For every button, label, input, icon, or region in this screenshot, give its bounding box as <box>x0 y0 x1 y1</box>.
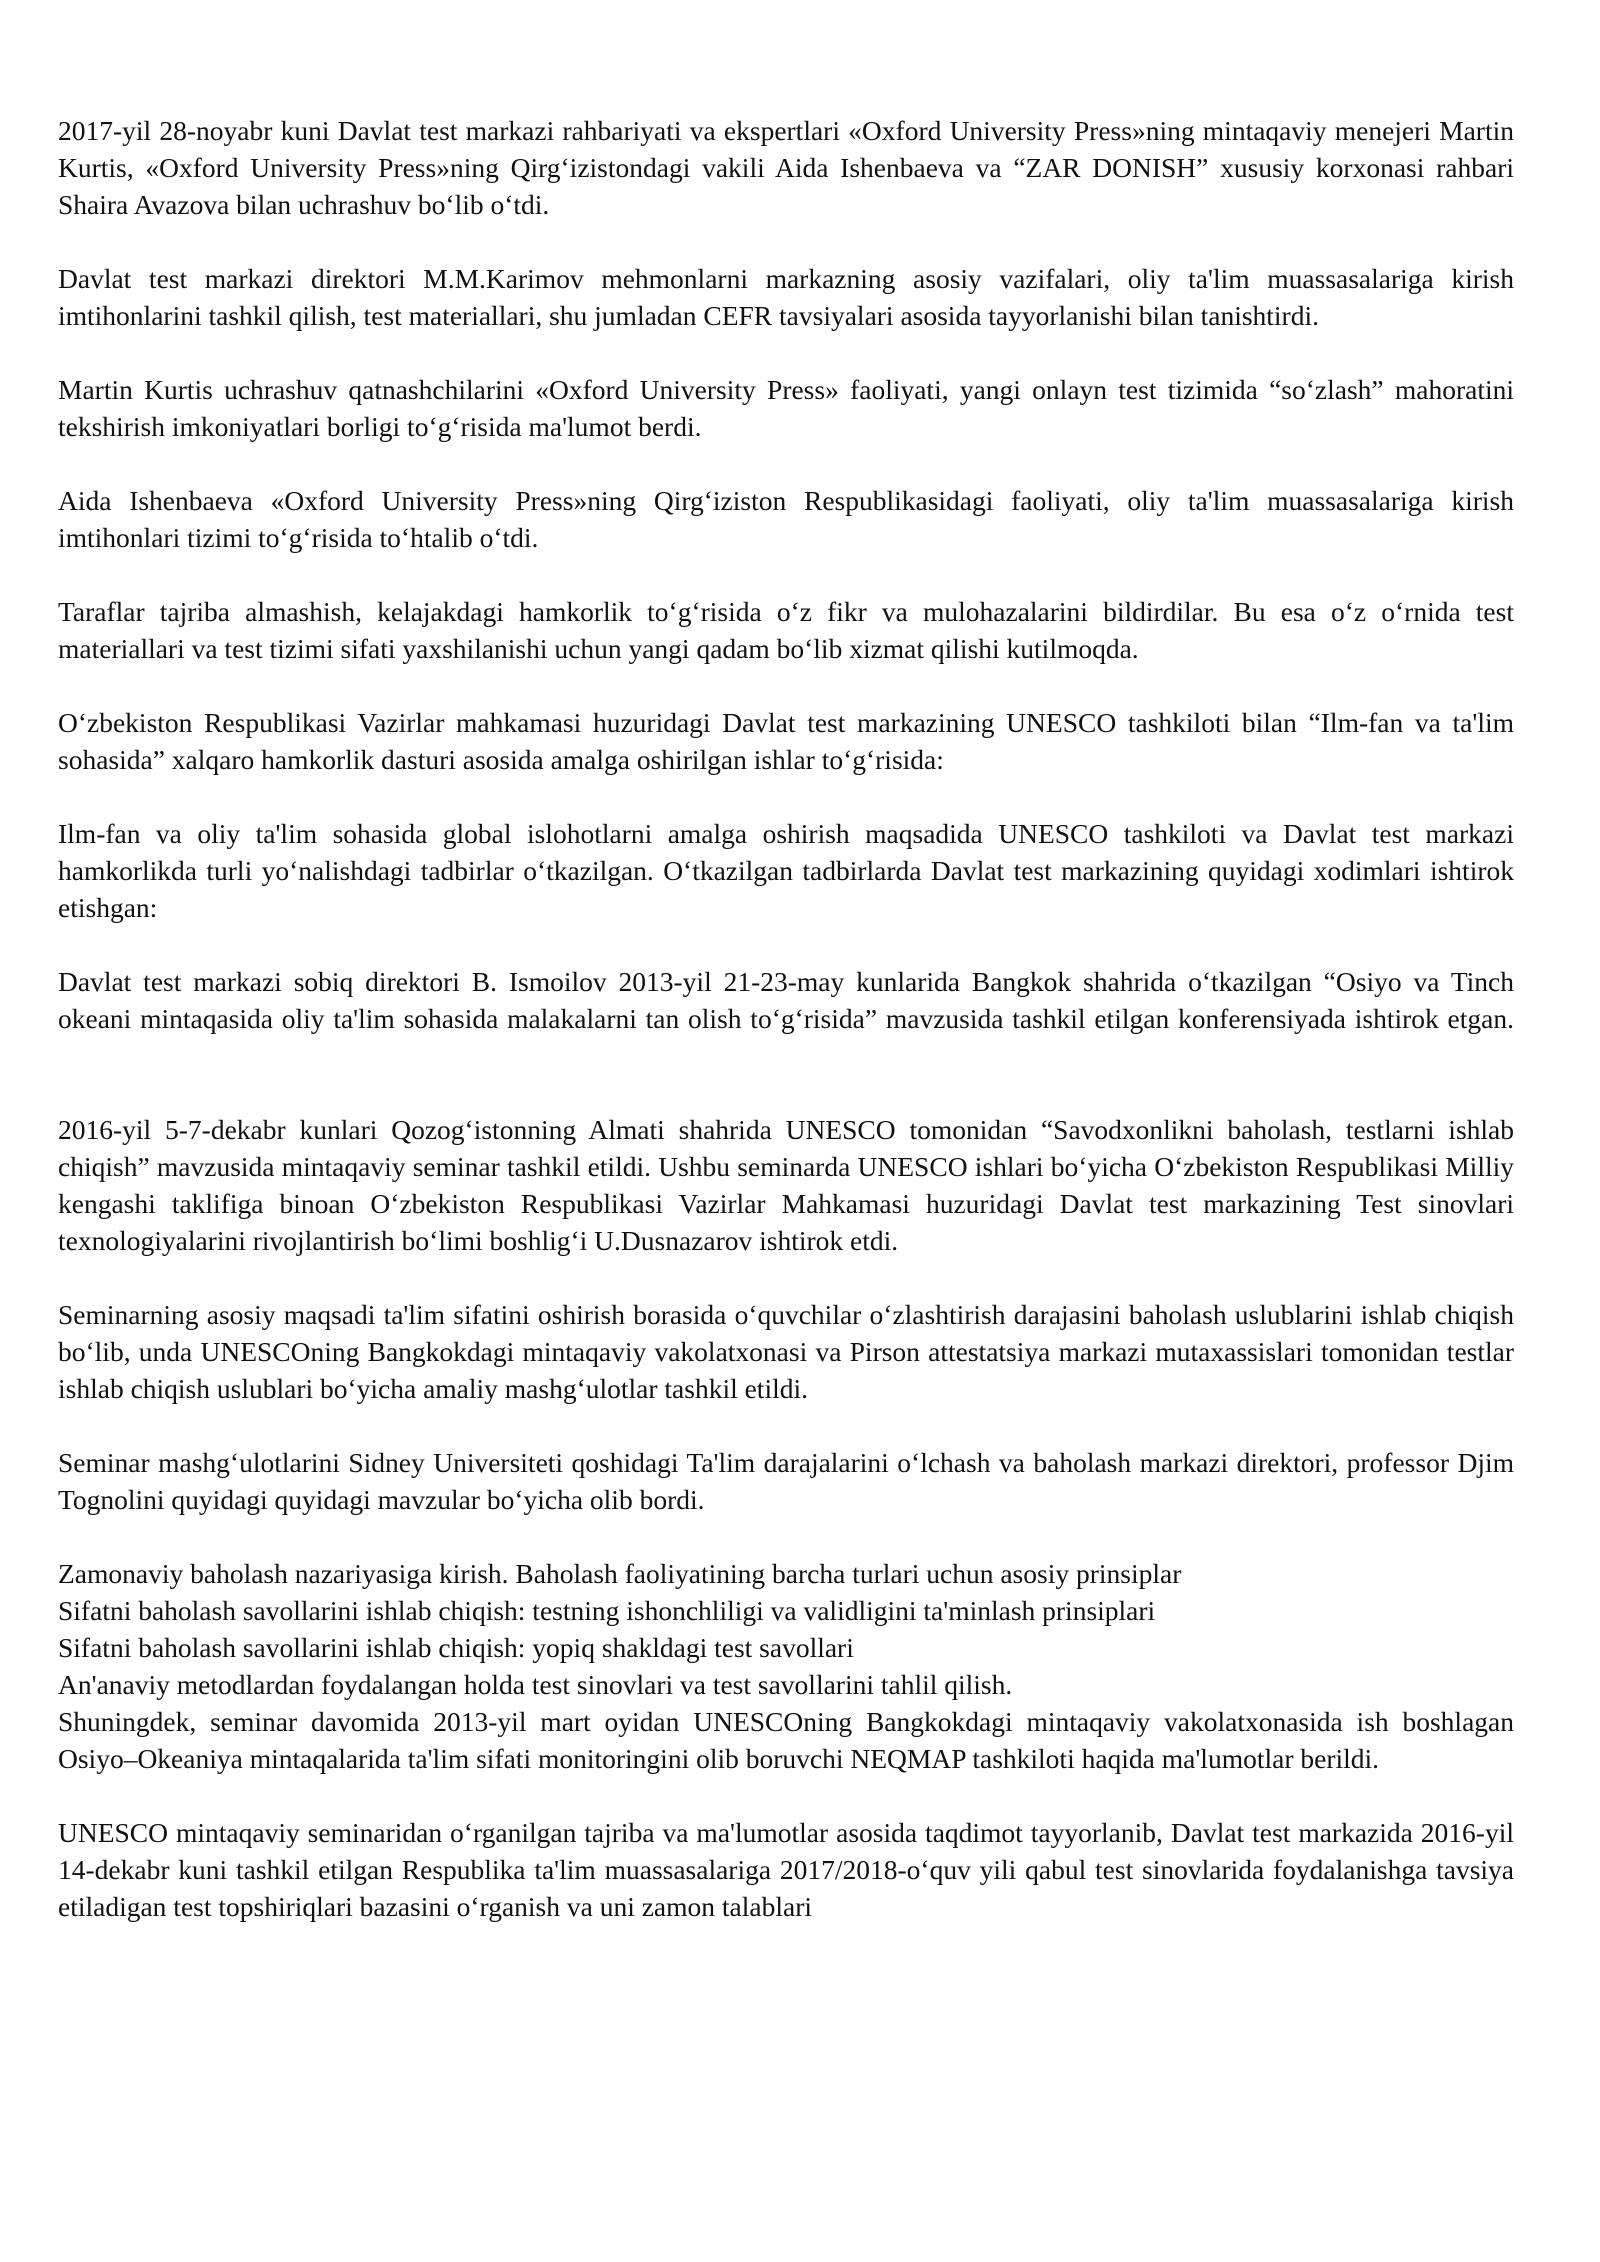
paragraph-almaty-seminar: 2016-yil 5-7-dekabr kunlari Qozog‘istonning Almati shahrida UNESCO tomonidan “Savodxonlikni baholash, testlarni ishlab chiqish” mavzusida mintaqaviy seminar tashkil etildi. Ushbu seminarda UNESCO ishlari bo‘yicha O‘zbekiston Respublikasi Milliy kengashi taklifiga binoan O‘zbekiston Respublikasi Vazirlar Mahkamasi huzuridagi Davlat test markazining Test sinovlari texnologiyalarini rivojlantirish bo‘limi boshlig‘i U.Dusnazarov ishtirok etdi. <box>58 1114 1514 1256</box>
list-item: Sifatni baholash savollarini ishlab chiqish: testning ishonchliligi va validligini ta'minlash prinsiplari <box>58 1595 1156 1626</box>
paragraph-aida-ishenbaeva: Aida Ishenbaeva «Oxford University Press»ning Qirg‘iziston Respublikasidagi faoliyati, oliy ta'lim muassasalariga kirish imtihonlari tizimi to‘g‘risida to‘htalib o‘tdi. <box>58 485 1514 553</box>
paragraph-meeting-intro: 2017-yil 28-noyabr kuni Davlat test markazi rahbariyati va ekspertlari «Oxford University Press»ning mintaqaviy menejeri Martin Kurtis, «Oxford University Press»ning Qirg‘izistondagi vakili Aida Ishenbaeva va “ZAR DONISH” xususiy korxonasi rahbari Shaira Avazova bilan uchrashuv bo‘lib o‘tdi. <box>58 115 1514 220</box>
paragraph-martin-kurtis: Martin Kurtis uchrashuv qatnashchilarini «Oxford University Press» faoliyati, yangi onlayn test tizimida “so‘zlash” mahoratini tekshirish imkoniyatlari borligi to‘g‘risida ma'lumot berdi. <box>58 374 1514 442</box>
paragraph-seminar-lecturer: Seminar mashg‘ulotlarini Sidney Universiteti qoshidagi Ta'lim darajalarini o‘lchash va baholash markazi direktori, professor Djim Tognolini quyidagi quyidagi mavzular bo‘yicha olib bordi. <box>58 1447 1514 1515</box>
list-item: Zamonaviy baholash nazariyasiga kirish. Baholash faoliyatining barcha turlari uchun asosiy prinsiplar <box>58 1558 1182 1589</box>
list-item: An'anaviy metodlardan foydalangan holda test sinovlari va test savollarini tahlil qilish. <box>58 1669 1013 1700</box>
paragraph-final: UNESCO mintaqaviy seminaridan o‘rganilgan tajriba va ma'lumotlar asosida taqdimot tayyorlanib, Davlat test markazida 2016-yil 14-dekabr kuni tashkil etilgan Respublika ta'lim muassasalariga 2017/2018-o‘quv yili qabul test sinovlarida foydalanishga tavsiya etiladigan test topshiriqlari bazasini o‘rganish va uni zamon talablari <box>58 1817 1514 1922</box>
paragraph-global-reforms: Ilm-fan va oliy ta'lim sohasida global islohotlarni amalga oshirish maqsadida UNESCO tashkiloti va Davlat test markazi hamkorlikda turli yo‘nalishdagi tadbirlar o‘tkazilgan. O‘tkazilgan tadbirlarda Davlat test markazining quyidagi xodimlari ishtirok etishgan: <box>58 818 1514 923</box>
list-item: Sifatni baholash savollarini ishlab chiqish: yopiq shakldagi test savollari <box>58 1632 854 1663</box>
seminar-topics-list <box>58 1555 1514 1777</box>
paragraph-neqmap: Shuningdek, seminar davomida 2013-yil mart oyidan UNESCOning Bangkokdagi mintaqaviy vakolatxonasida ish boshlagan Osiyo–Okeaniya mintaqalarida ta'lim sifati monitoringini olib boruvchi NEQMAP tashkiloti haqida ma'lumotlar berildi. <box>58 1706 1514 1774</box>
paragraph-unesco-cooperation-heading: O‘zbekiston Respublikasi Vazirlar mahkamasi huzuridagi Davlat test markazining UNESCO tashkiloti bilan “Ilm-fan va ta'lim sohasida” xalqaro hamkorlik dasturi asosida amalga oshirilgan ishlar to‘g‘risida: <box>58 707 1514 775</box>
paragraph-bangkok-conference: Davlat test markazi sobiq direktori B. Ismoilov 2013-yil 21-23-may kunlarida Bangkok shahrida o‘tkazilgan “Osiyo va Tinch okeani mintaqasida oliy ta'lim sohasida malakalarni tan olish to‘g‘risida” mavzusida tashkil etilgan konferensiyada ishtirok etgan. <box>58 966 1514 1034</box>
paragraph-director-karimov: Davlat test markazi direktori M.M.Karimov mehmonlarni markazning asosiy vazifalari, oliy ta'lim muassasalariga kirish imtihonlarini tashkil qilish, test materiallari, shu jumladan CEFR tavsiyalari asosida tayyorlanishi bilan tanishtirdi. <box>58 263 1514 331</box>
paragraph-seminar-goal: Seminarning asosiy maqsadi ta'lim sifatini oshirish borasida o‘quvchilar o‘zlashtirish darajasini baholash uslublarini ishlab chiqish bo‘lib, unda UNESCOning Bangkokdagi mintaqaviy vakolatxonasi va Pirson attestatsiya markazi mutaxassislari tomonidan testlar ishlab chiqish uslublari bo‘yicha amaliy mashg‘ulotlar tashkil etildi. <box>58 1299 1514 1404</box>
paragraph-parties-exchange: Taraflar tajriba almashish, kelajakdagi hamkorlik to‘g‘risida o‘z fikr va mulohazalarini bildirdilar. Bu esa o‘z o‘rnida test materiallari va test tizimi sifati yaxshilanishi uchun yangi qadam bo‘lib xizmat qilishi kutilmoqda. <box>58 596 1514 664</box>
